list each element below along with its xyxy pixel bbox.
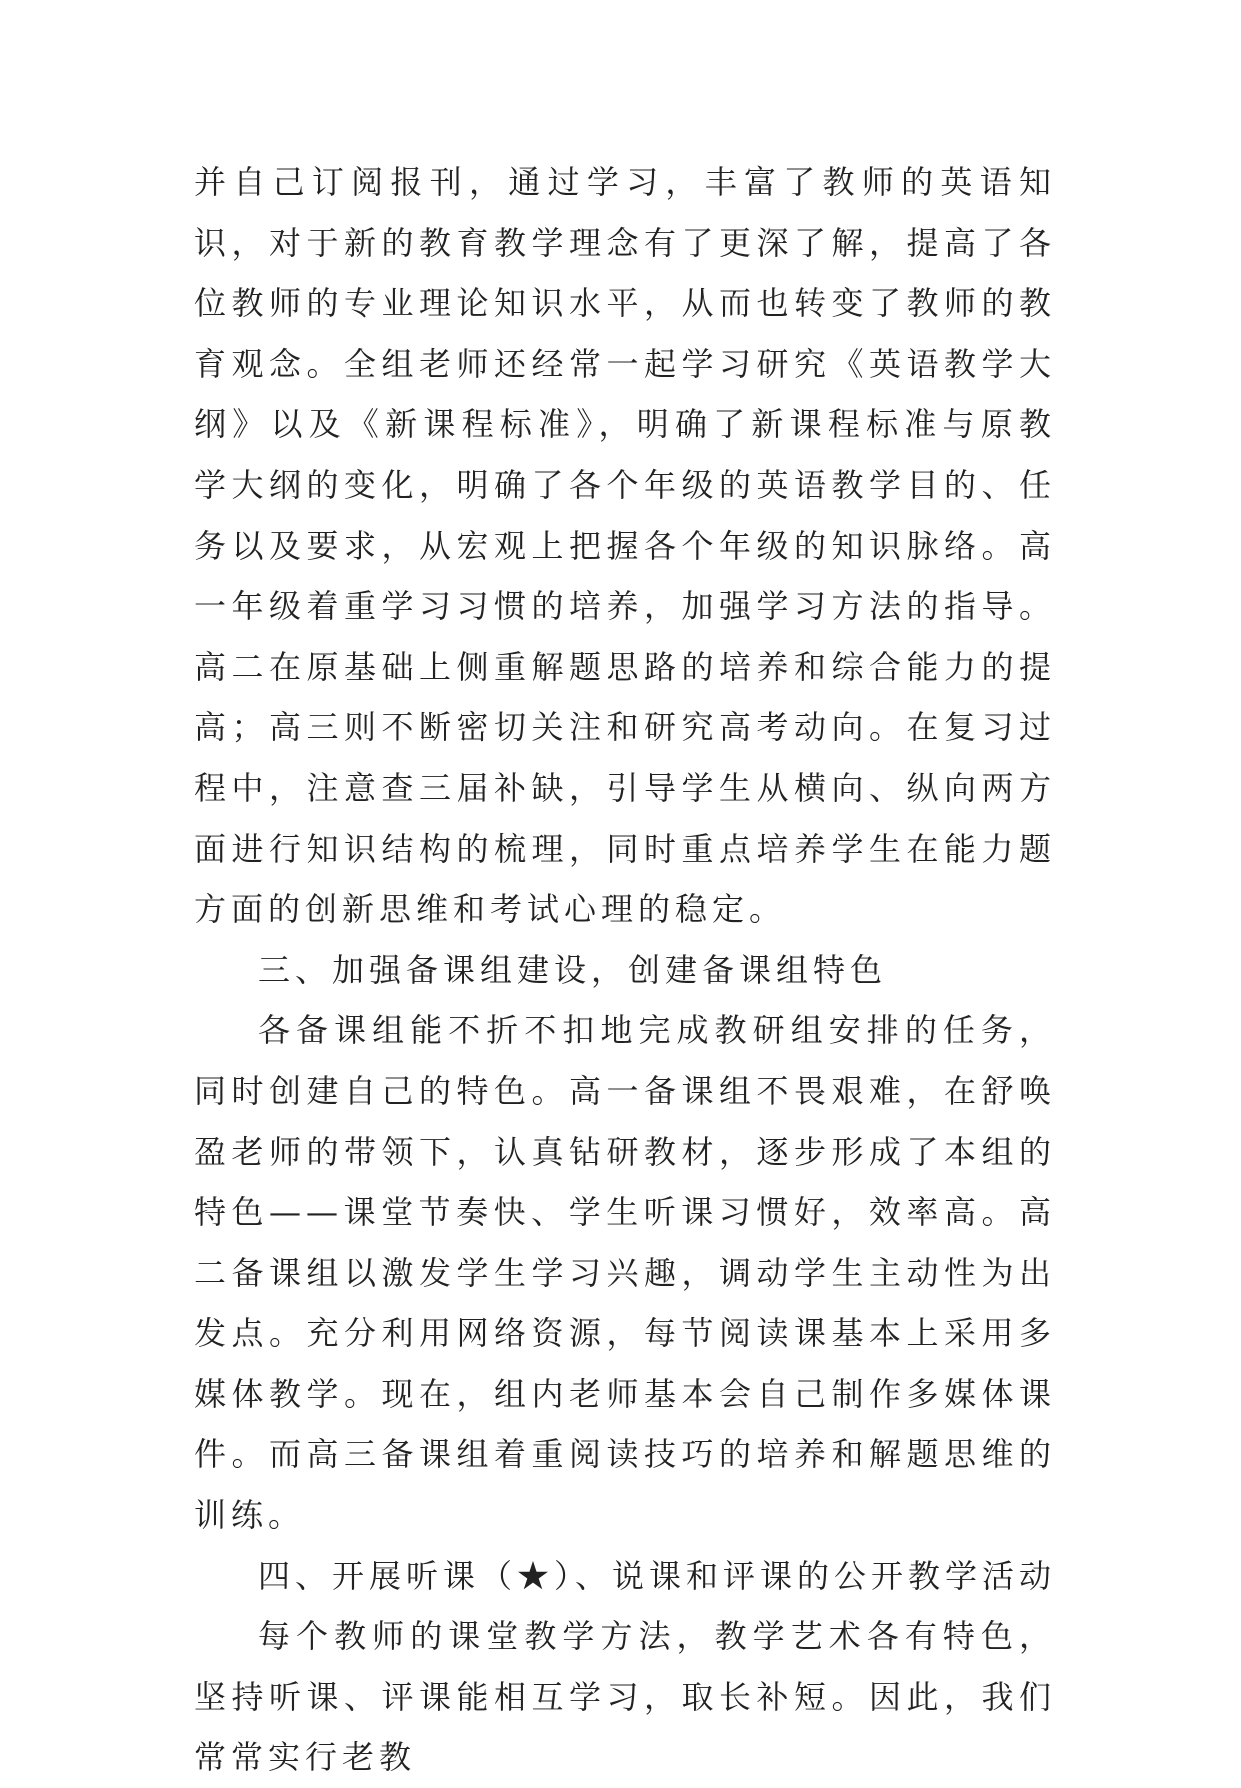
- section-heading-4: 四、开展听课（★）、说课和评课的公开教学活动: [258, 1556, 1057, 1595]
- document-page: [194, 152, 1056, 1788]
- body-paragraph: 各备课组能不折不扣地完成教研组安排的任务，同时创建自己的特色。高一备课组不畏艰难，在舒唤盈老师的带领下，认真钻研教材，逐步形成了本组的特色——课堂节奏快、学生听课习惯好，效率高。高二备课组以激发学生学习兴趣，调动学生主动性为出发点。充分利用网络资源，每节阅读课基本上采用多媒体教学。现在，组内老师基本会自己制作多媒体课件。而高三备课组着重阅读技巧的培养和解题思维的训练。: [194, 1011, 1056, 1535]
- body-paragraph-continued: 并自己订阅报刊，通过学习，丰富了教师的英语知识，对于新的教育教学理念有了更深了解，提高了各位教师的专业理论知识水平，从而也转变了教师的教育观念。全组老师还经常一起学习研究《英语教学大纲》以及《新课程标准》，明确了新课程标准与原教学大纲的变化，明确了各个年级的英语教学目的、任务以及要求，从宏观上把握各个年级的知识脉络。高一年级着重学习习惯的培养，加强学习方法的指导。高二在原基础上侧重解题思路的培养和综合能力的提高；高三则不断密切关注和研究高考动向。在复习过程中，注意查三届补缺，引导学生从横向、纵向两方面进行知识结构的梳理，同时重点培养学生在能力题方面的创新思维和考试心理的稳定。: [194, 163, 1056, 929]
- section-heading-3: 三、加强备课组建设，创建备课组特色: [258, 950, 888, 989]
- body-paragraph: 每个教师的课堂教学方法，教学艺术各有特色，坚持听课、评课能相互学习，取长补短。因此，我们常常实行老教: [194, 1617, 1056, 1777]
